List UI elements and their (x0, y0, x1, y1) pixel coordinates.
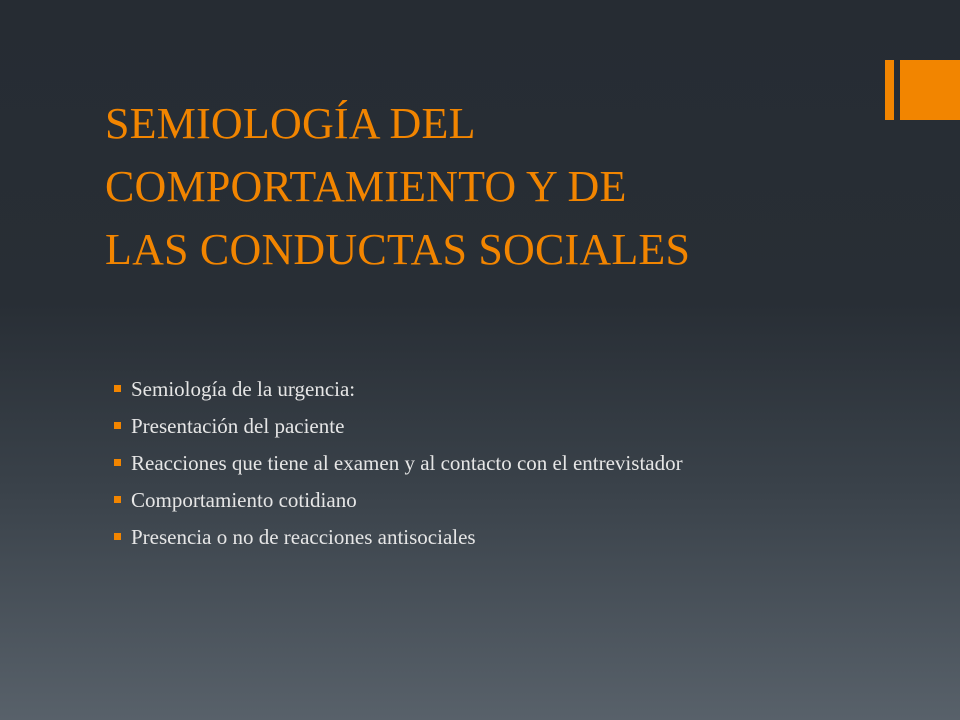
slide-title (105, 92, 865, 281)
accent-bar-decoration (885, 60, 894, 120)
bullet-item-daily-behavior (114, 482, 683, 519)
square-bullet-icon (114, 459, 121, 466)
accent-square-decoration (900, 60, 960, 120)
title-line-1: SEMIOLOGÍA DEL (105, 99, 476, 148)
bullet-item-urgency (114, 371, 683, 408)
square-bullet-icon (114, 496, 121, 503)
title-line-2: COMPORTAMIENTO Y DE (105, 162, 627, 211)
bullet-item-antisocial (114, 519, 683, 556)
bullet-item-presentation (114, 408, 683, 445)
bullet-list (114, 371, 683, 556)
bullet-item-reactions (114, 445, 683, 482)
square-bullet-icon (114, 385, 121, 392)
title-line-3: LAS CONDUCTAS SOCIALES (105, 225, 691, 274)
square-bullet-icon (114, 533, 121, 540)
square-bullet-icon (114, 422, 121, 429)
bullet-text: Semiología de la urgencia: (131, 377, 356, 401)
bullet-text: Comportamiento cotidiano (131, 488, 357, 512)
bullet-text: Reacciones que tiene al examen y al contacto con el entrevistador (131, 451, 683, 475)
bullet-text: Presentación del paciente (131, 414, 345, 438)
bullet-text: Presencia o no de reacciones antisociales (131, 525, 476, 549)
